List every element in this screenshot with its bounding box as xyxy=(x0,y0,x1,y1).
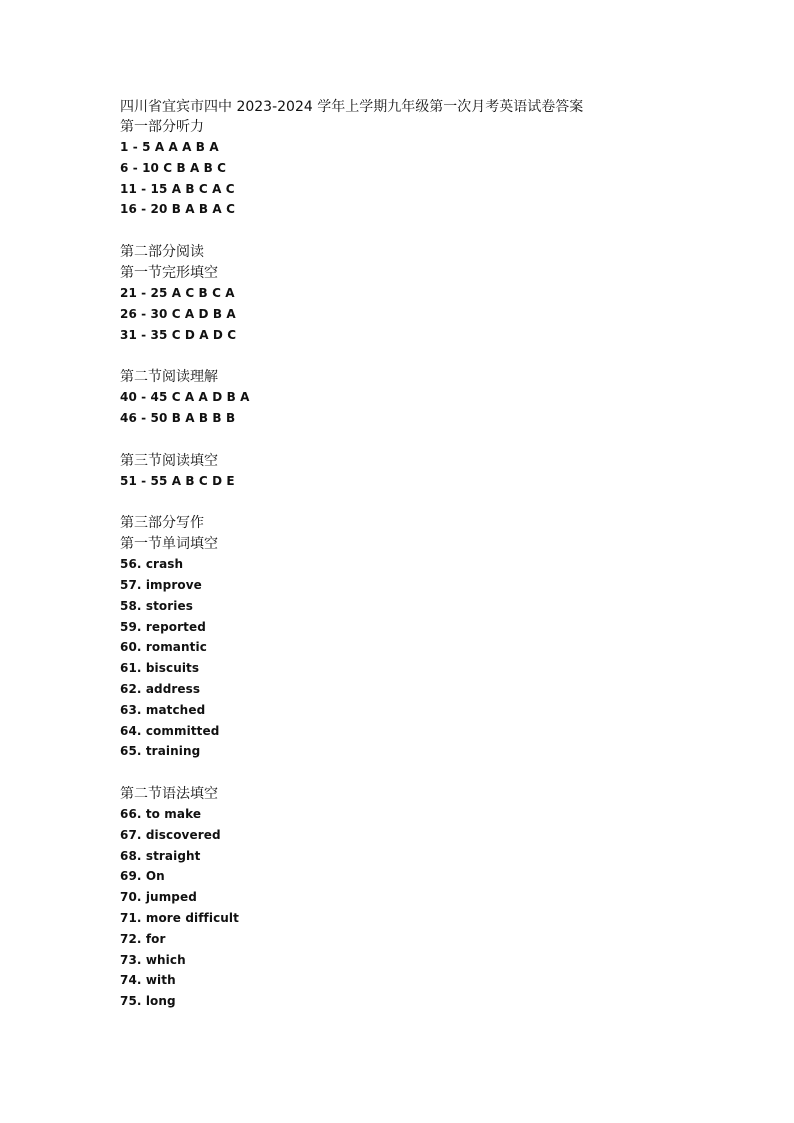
part3-section1-heading: 第一节单词填空 xyxy=(120,536,218,553)
answer-line: 46 - 50 B A B B B xyxy=(120,410,236,425)
answer-line: 61. biscuits xyxy=(120,661,200,676)
answer-line: 69. On xyxy=(120,869,165,884)
answer-line: 72. for xyxy=(120,931,166,946)
part2-section1-heading: 第一节完形填空 xyxy=(120,264,218,281)
answer-line: 1 - 5 A A A B A xyxy=(120,140,219,154)
part2-section3-heading: 第三节阅读填空 xyxy=(120,452,218,469)
answer-line: 67. discovered xyxy=(120,827,221,842)
part3-heading: 第三部分写作 xyxy=(120,515,204,532)
answer-sheet xyxy=(120,98,740,1014)
answer-line: 71. more difficult xyxy=(120,910,239,925)
spacer xyxy=(120,347,740,368)
answer-line: 51 - 55 A B C D E xyxy=(120,473,235,488)
answer-line: 65. training xyxy=(120,744,201,759)
part2-section2-heading: 第二节阅读理解 xyxy=(120,369,218,386)
spacer xyxy=(120,493,740,514)
answer-line: 59. reported xyxy=(120,619,206,634)
answer-line: 16 - 20 B A B A C xyxy=(120,202,235,217)
answer-line: 74. with xyxy=(120,973,176,988)
answer-line: 64. committed xyxy=(120,723,220,738)
answer-line: 21 - 25 A C B C A xyxy=(120,285,235,300)
part3-section2-heading: 第二节语法填空 xyxy=(120,785,218,802)
document-title: 四川省宜宾市四中 2023-2024 学年上学期九年级第一次月考英语试卷答案 xyxy=(120,99,584,115)
spacer xyxy=(120,764,740,785)
answer-line: 40 - 45 C A A D B A xyxy=(120,390,250,405)
answer-line: 63. matched xyxy=(120,702,206,717)
answer-line: 26 - 30 C A D B A xyxy=(120,306,236,321)
answer-line: 60. romantic xyxy=(120,640,207,655)
answer-line: 6 - 10 C B A B C xyxy=(120,160,227,175)
answer-line: 68. straight xyxy=(120,848,201,863)
part2-heading: 第二部分阅读 xyxy=(120,243,204,260)
answer-line: 75. long xyxy=(120,994,176,1009)
answer-line: 31 - 35 C D A D C xyxy=(120,327,237,342)
spacer xyxy=(120,431,740,452)
answer-line: 58. stories xyxy=(120,598,193,613)
answer-line: 56. crash xyxy=(120,557,184,572)
answer-line: 57. improve xyxy=(120,577,202,592)
part1-heading: 第一部分听力 xyxy=(120,119,204,135)
answer-line: 73. which xyxy=(120,952,186,967)
answer-line: 70. jumped xyxy=(120,890,197,905)
answer-line: 11 - 15 A B C A C xyxy=(120,181,235,196)
spacer xyxy=(120,222,740,243)
answer-line: 66. to make xyxy=(120,806,202,821)
answer-line: 62. address xyxy=(120,681,201,696)
